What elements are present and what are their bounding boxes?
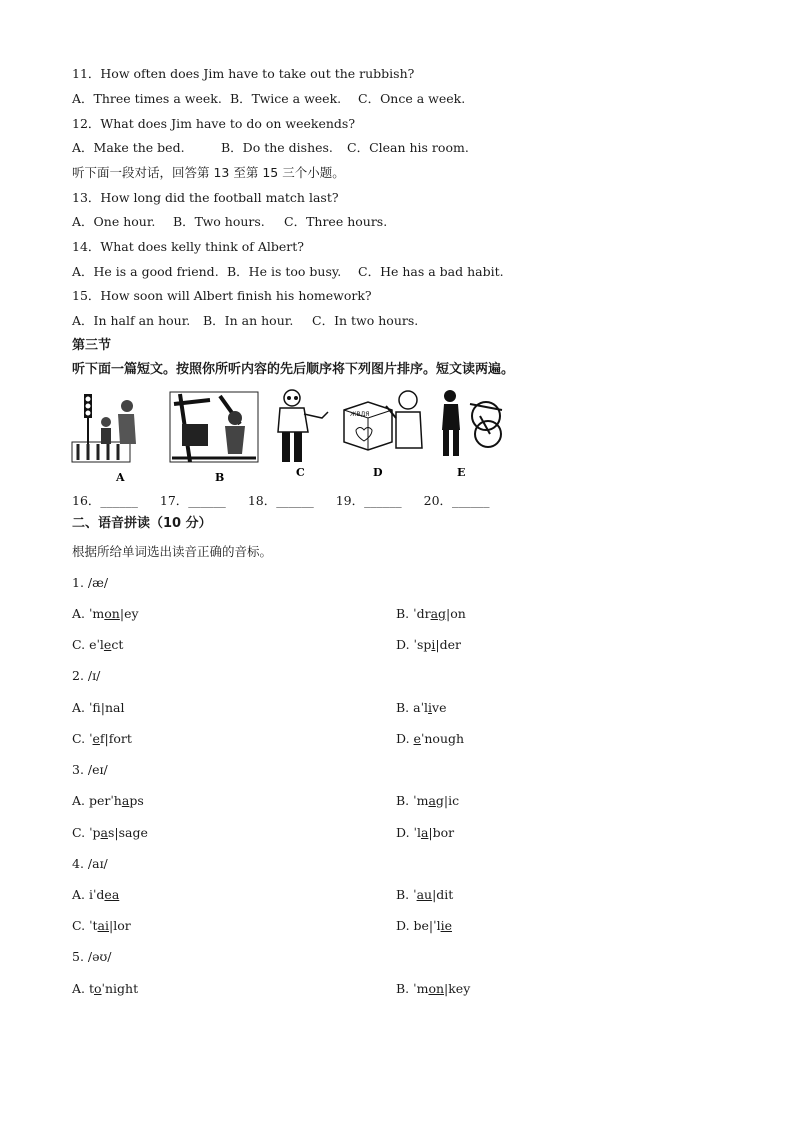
question-11-options — [72, 91, 465, 107]
picture-c — [278, 390, 328, 462]
question-13-stem: 13．How long did the football match last? — [72, 190, 339, 205]
answer-blank-16[interactable]: 16．______ — [72, 493, 138, 508]
phonetic-item-label: 5. /əʊ/ — [72, 949, 112, 964]
option-a[interactable]: A. ˈf|nal — [72, 700, 125, 715]
picture-label-e: E — [457, 466, 466, 479]
answer-blank-19[interactable]: 19．______ — [335, 493, 402, 508]
option-b[interactable]: B. ˈmag|ic — [396, 793, 460, 808]
option-b[interactable]: B．In an hour. — [203, 313, 294, 328]
option-a[interactable]: A．In half an hour. — [72, 313, 191, 328]
picture-sequence — [70, 384, 510, 484]
option-c[interactable]: C．Three hours. — [284, 214, 388, 229]
option-c[interactable]: C. ˈtai|lor — [72, 918, 131, 933]
option-d[interactable]: D. be|ˈlie — [396, 918, 452, 933]
answer-blank-20[interactable]: 20．______ — [423, 493, 490, 508]
option-b[interactable]: B．Twice a week. — [230, 91, 342, 106]
part-2-instruction: 根据所给单词选出读音正确的音标。 — [72, 544, 273, 559]
question-11-stem: 11．How often does Jim have to take out the rubbish? — [72, 66, 415, 81]
option-a[interactable]: A. perˈhaps — [72, 793, 144, 808]
answer-blank-18[interactable]: 18．______ — [247, 493, 314, 508]
option-d[interactable]: D. ˈspi|der — [396, 637, 461, 652]
phonetic-item-label: 3. /eɪ/ — [72, 762, 108, 777]
picture-label-b: B — [215, 471, 225, 484]
answer-blanks — [72, 491, 512, 509]
option-a[interactable]: A．Three times a week. — [72, 91, 222, 106]
option-b[interactable]: B．Do the dishes. — [221, 140, 333, 155]
option-b[interactable]: B. ˈau|dit — [396, 887, 454, 902]
picture-label-c: C — [296, 466, 305, 479]
question-14-stem: 14．What does kelly think of Albert? — [72, 239, 304, 254]
option-c[interactable]: C. ˈpas|sage — [72, 825, 148, 840]
box-label: ЖВДЯ — [350, 411, 370, 418]
option-b[interactable]: B．He is too busy. — [227, 264, 342, 279]
question-14-options — [72, 264, 504, 280]
option-b[interactable]: B. ˈdrag|on — [396, 606, 466, 621]
option-a[interactable]: A. toˈnight — [72, 981, 139, 996]
picture-a — [72, 394, 136, 462]
part-2-title: 二、语音拼读（10 分） — [72, 516, 212, 531]
option-c[interactable]: C. ˈef|fort — [72, 731, 132, 746]
option-a[interactable]: A．Make the bed. — [72, 140, 185, 155]
option-c[interactable]: C. eˈlect — [72, 637, 124, 652]
option-a[interactable]: A. iˈdea — [72, 887, 120, 902]
option-c[interactable]: C．Clean his room. — [347, 140, 469, 155]
option-b[interactable]: B. ˈmon|key — [396, 981, 471, 996]
option-a[interactable]: A. ˈmon|ey — [72, 606, 139, 621]
phonetic-item-label: 4. /aɪ/ — [72, 856, 108, 871]
question-12-options — [72, 140, 469, 156]
picture-label-a: A — [116, 471, 125, 484]
option-c[interactable]: C．Once a week. — [358, 91, 466, 106]
phonetic-item-label: 2. /ɪ/ — [72, 668, 101, 683]
picture-d — [344, 391, 422, 450]
option-b[interactable]: B．Two hours. — [173, 214, 265, 229]
question-13-options — [72, 214, 387, 230]
question-12-stem: 12．What does Jim have to do on weekends? — [72, 116, 356, 131]
option-d[interactable]: D. ˈla|bor — [396, 825, 455, 840]
option-c[interactable]: C．In two hours. — [312, 313, 419, 328]
option-a[interactable]: A．He is a good friend. — [72, 264, 219, 279]
option-b[interactable]: B. aˈlive — [396, 700, 447, 715]
section-3-title: 第三节 — [72, 338, 112, 353]
question-15-stem: 15．How soon will Albert finish his homework? — [72, 288, 372, 303]
option-d[interactable]: D. eˈnough — [396, 731, 465, 746]
option-a[interactable]: A．One hour. — [72, 214, 156, 229]
phonetic-item-label: 1. /æ/ — [72, 575, 109, 590]
picture-label-d: D — [373, 466, 383, 479]
section-3-instruction: 听下面一篇短文。按照你所听内容的先后顺序将下列图片排序。短文读两遍。 — [72, 362, 515, 377]
option-c[interactable]: C．He has a bad habit. — [358, 264, 504, 279]
dialogue-intro: 听下面一段对话，回答第 13 至第 15 三个小题。 — [72, 165, 345, 180]
picture-e — [442, 390, 502, 456]
picture-b — [170, 392, 258, 462]
question-15-options — [72, 313, 418, 329]
answer-blank-17[interactable]: 17．______ — [159, 493, 226, 508]
